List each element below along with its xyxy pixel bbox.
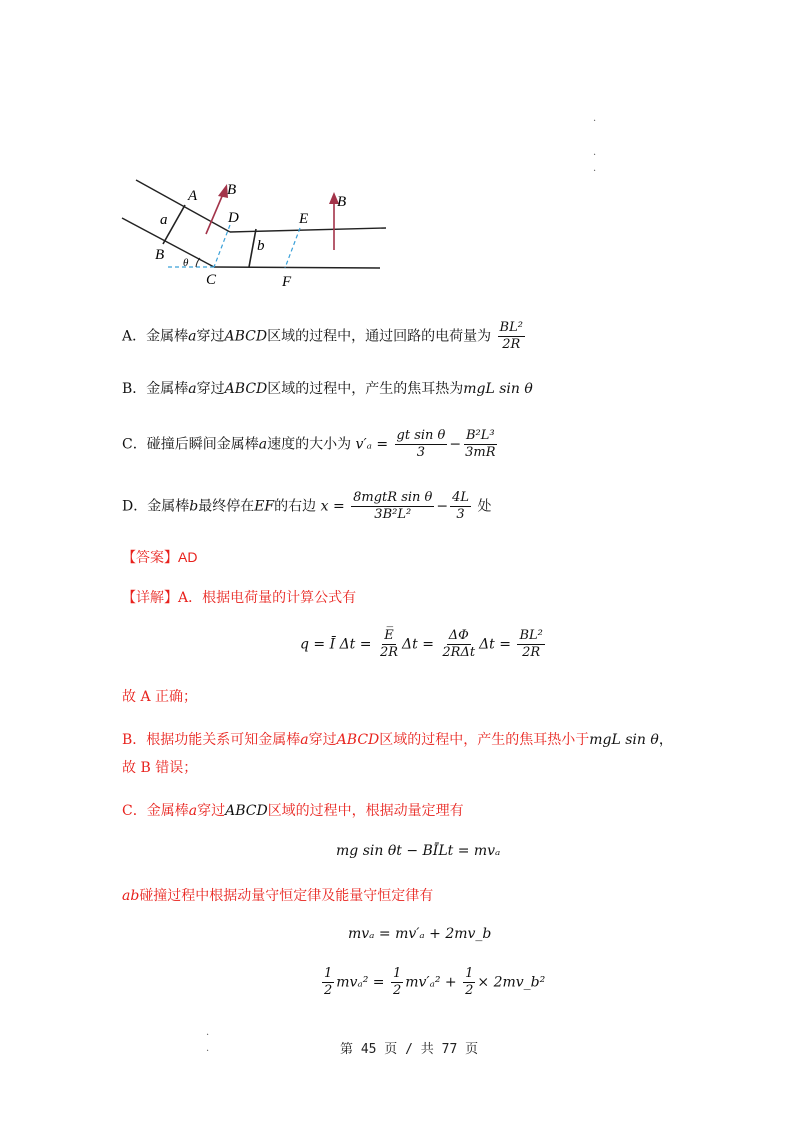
option-b-expr: mgL sin θ [463,381,533,397]
answer-value: AD [178,549,198,565]
label-B-field-2: B [337,194,347,210]
label-E: E [299,211,309,227]
detail-a-intro: A．根据电荷量的计算公式有 [178,590,357,606]
option-b-text: 区域的过程中，产生的焦耳热为 [267,381,464,397]
label-B-point: B [155,247,165,263]
option-b-region: ABCD [224,381,268,397]
option-b-mid: 穿过 [196,381,225,397]
equation-momentum-conservation: mvₐ = mv′ₐ + 2mv_b [348,926,492,942]
option-b-prefix: B．金属棒 [122,381,189,397]
rail-diagram [110,172,400,292]
option-c-text: 速度的大小为 [267,436,352,453]
c-text-1: C．金属棒 [122,803,189,819]
b-text-1: B．根据功能关系可知金属棒 [122,732,301,748]
eq1-fraction-2: $\frac{\Delta\Phi}{\text{2RΔt}}$ [442,628,476,660]
eq1-lhs: q = Ī Δt = [300,636,372,653]
option-a-region: ABCD [224,328,268,345]
option-c-fraction-2: $\frac{\text{B²L³}}{3mR}$ [465,428,496,460]
option-c-minus: − [449,436,462,453]
option-a [122,320,527,353]
ab-rods: ab [122,888,140,904]
page-footer: 第 45 页 / 共 77 页 [340,1042,479,1057]
decorative-dot: · [593,166,597,177]
eq4-half-1: $\frac{1}{2}$ [324,966,333,998]
option-c-fraction-1: $\frac{\text{gt sin θ}}{3}$ [396,428,446,460]
option-d-fraction-2: $\frac{4L}{3}$ [452,490,469,522]
c-rod: a [188,803,198,819]
option-d-fraction-1: $\frac{\text{8mgtR sin θ}}{\text{3B²L²}}$ [353,490,433,522]
option-b-rod: a [188,381,197,397]
option-c-rod: a [258,436,268,453]
option-d-rod: b [189,498,199,515]
option-d-lhs: x = [320,498,345,515]
b-analysis [122,729,673,749]
option-c-lhs: v′ₐ = [355,436,389,453]
a-conclusion: 故 A 正确； [122,689,198,705]
eq4-term-3: × 2mv_b² [477,974,546,991]
option-d-prefix: D．金属棒 [122,498,190,515]
option-d-ef: EF [254,498,275,515]
option-d-minus: − [436,498,449,515]
label-theta: θ [183,257,189,269]
b-region: ABCD [336,732,380,748]
decorative-dot: · [206,1046,210,1057]
b-rod: a [300,732,309,748]
label-A: A [188,188,198,204]
c-text-3: 区域的过程中，根据动量定理有 [267,803,464,819]
label-a: a [160,212,168,228]
detail-intro [122,587,356,607]
eq4-term-1: mvₐ² = [336,974,385,991]
b-text-3: 区域的过程中，产生的焦耳热小于 [379,732,590,748]
eq4-half-3: $\frac{1}{2}$ [465,966,474,998]
option-d-text: 的右边 [274,498,317,515]
detail-label: 【详解】 [122,590,178,606]
label-b: b [257,238,265,254]
ab-collision [122,885,433,905]
equation-energy-conservation [320,966,545,999]
b-conclusion: 故 B 错误； [122,760,198,776]
option-c-prefix: C．碰撞后瞬间金属棒 [122,436,259,453]
b-text-2: 穿过 [308,732,337,748]
label-D: D [228,210,239,226]
c-text-2: 穿过 [197,803,226,819]
answer-label: 【答案】 [122,550,178,566]
decorative-dot: · [593,116,597,127]
decorative-dot: · [593,150,597,161]
answer-line [122,547,197,567]
option-a-text: 区域的过程中，通过回路的电荷量为 [267,328,492,345]
option-a-rod: a [188,328,197,345]
option-a-mid: 穿过 [196,328,225,345]
eq1-fraction-1: $\frac{E̅}{2R}$ [379,628,399,660]
option-d [122,490,491,523]
option-b [122,378,533,398]
b-expr: mgL sin θ [589,732,659,748]
option-d-suffix: 处 [477,498,492,515]
label-C: C [206,272,217,288]
equation-charge [300,628,547,661]
option-a-fraction: $\frac{\text{BL²}}{2R}$ [499,320,523,352]
option-a-prefix: A．金属棒 [122,328,189,345]
option-c [122,428,499,461]
eq1-fraction-3: $\frac{\text{BL²}}{2R}$ [519,628,543,660]
label-F: F [282,274,292,290]
eq1-mid-2: Δt = [479,636,511,653]
eq4-half-2: $\frac{1}{2}$ [392,966,402,998]
equation-momentum-theorem: mg sin θt − BĪLt = mvₐ [336,843,501,859]
ab-text: 碰撞过程中根据动量守恒定律及能量守恒定律有 [139,888,434,904]
decorative-dot: · [206,1030,210,1041]
b-comma: ， [658,732,673,748]
eq4-term-2: mv′ₐ² + [405,974,457,991]
option-d-mid: 最终停在 [198,498,255,515]
label-B-field-1: B [227,182,237,198]
eq1-mid-1: Δt = [402,636,434,653]
c-analysis [122,800,464,820]
c-region: ABCD [225,803,268,819]
